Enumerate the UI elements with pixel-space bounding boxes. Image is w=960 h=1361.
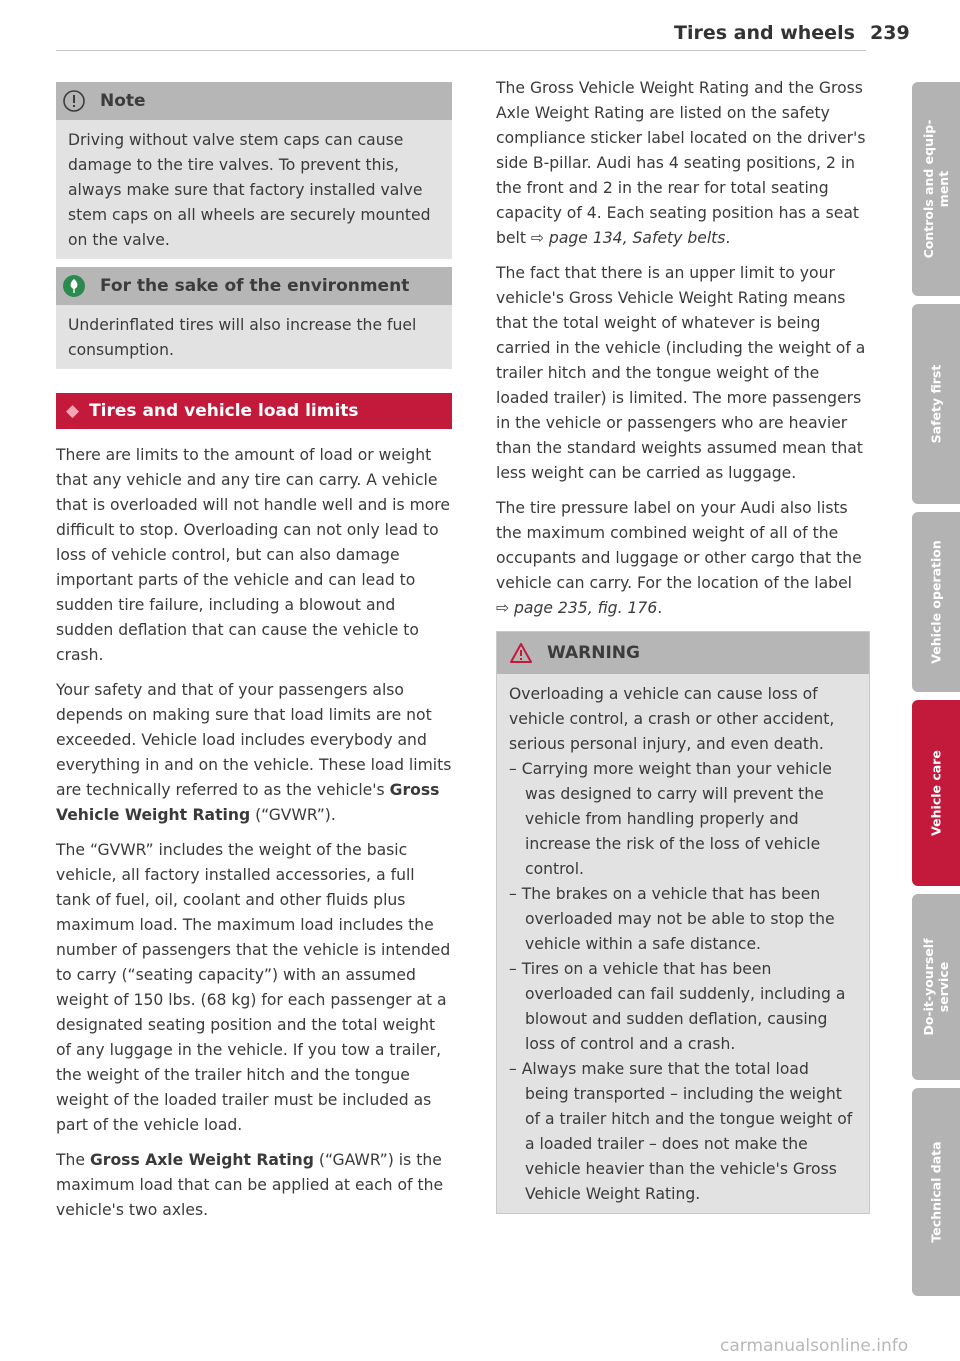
page-number: 239 (870, 22, 910, 44)
section-heading (56, 393, 452, 429)
warning-list (509, 757, 857, 1207)
warning-triangle-icon (509, 641, 533, 665)
tab-do-it-yourself-service[interactable] (912, 894, 960, 1080)
warning-item: – Always make sure that the total load being transported – including the weight of a trailer hitch and the tongue weight of a loaded trailer – does not make the vehicle heavier than the vehicle's Gross Vehicle Weight Rating. (509, 1060, 853, 1203)
gvwr-paragraph (56, 678, 452, 828)
footer-watermark: carmanualsonline.info (720, 1336, 909, 1356)
period: . (657, 599, 663, 617)
rating-location-paragraph (496, 76, 870, 251)
right-column (496, 76, 870, 1214)
tab-label: Vehicle care (928, 750, 944, 836)
tab-label: Technical data (928, 1141, 944, 1243)
info-circle-icon (62, 89, 86, 113)
warning-header (497, 632, 869, 674)
load-limits-paragraph: There are limits to the amount of load or weight that any vehicle and any tire can carry. A vehicle that is overloaded will not handle well and is more difficult to stop. Overloading can not only lead to loss of vehicle control, but can also damage important parts of the vehicle and can lead to sudden tire failure, including a blowout and sudden deflation that can cause the vehicle to crash. (56, 446, 450, 664)
tire-label-paragraph (496, 496, 870, 621)
warning-box (496, 631, 870, 1214)
gawr-paragraph (56, 1148, 452, 1223)
tab-safety-first[interactable] (912, 304, 960, 504)
safety-belts-link[interactable]: ⇨ page 134, Safety belts (530, 229, 726, 247)
tab-vehicle-care[interactable] (912, 700, 960, 886)
gvwr-term: Gross Vehicle Weight Rating (56, 781, 440, 824)
note-box (56, 82, 452, 259)
note-title: Note (100, 90, 146, 111)
gawr-text: The (56, 1151, 90, 1169)
note-header (56, 82, 452, 120)
leaf-icon (62, 274, 86, 298)
environment-title: For the sake of the environment (100, 275, 410, 296)
note-body: Driving without valve stem caps can cause damage to the tire valves. To prevent this, always make sure that factory installed valve stem caps on all wheels are securely mounted on the valve. (56, 120, 452, 259)
environment-header (56, 267, 452, 305)
gvwr-definition-paragraph: The “GVWR” includes the weight of the basic vehicle, all factory installed accessories, a full tank of fuel, oil, coolant and other fluids plus maximum load. The maximum load includes the number of passengers that the vehicle is intended to carry (“seating capacity”) with an assumed weight of 150 lbs. (68 kg) for each passenger at a designated seating position and the total weight of any luggage in the vehicle. If you tow a trailer, the weight of the trailer hitch and the tongue weight of the loaded trailer must be included as part of the vehicle load. (56, 841, 451, 1134)
tab-vehicle-operation[interactable] (912, 512, 960, 692)
section-title: Tires and vehicle load limits (89, 400, 359, 421)
header-rule (56, 50, 866, 51)
gawr-definition: (“GAWR”) is the maximum load that can be applied at each of the vehicle's two axles. (56, 1151, 444, 1219)
environment-body: Underinflated tires will also increase the fuel consumption. (56, 305, 452, 369)
tab-label: Vehicle operation (928, 540, 944, 664)
tab-technical-data[interactable] (912, 1088, 960, 1296)
figure-link[interactable]: ⇨ page 235, fig. 176 (496, 599, 658, 617)
tab-label: Safety first (928, 364, 944, 444)
warning-body (497, 674, 869, 1213)
gvwr-abbrev: (“GVWR”). (250, 806, 336, 824)
tire-label-text: The tire pressure label on your Audi also lists the maximum combined weight of all of the occupants and luggage or other cargo that the vehicle can carry. For the location of the label (496, 499, 862, 592)
section-bullet-icon: ◆ (66, 400, 80, 421)
warning-item: – Carrying more weight than your vehicle was designed to carry will prevent the vehicle from handling properly and increase the risk of the loss of vehicle control. (509, 760, 832, 878)
warning-intro: Overloading a vehicle can cause loss of vehicle control, a crash or other accident, serious personal injury, and even death. (509, 685, 835, 753)
warning-item: – Tires on a vehicle that has been overloaded can fail suddenly, including a blowout and sudden deflation, causing loss of control and a crash. (509, 960, 846, 1053)
tab-label: Do-it-yourself service (921, 938, 951, 1036)
environment-box (56, 267, 452, 369)
warning-item: – The brakes on a vehicle that has been overloaded may not be able to stop the vehicle within a safe distance. (509, 885, 835, 953)
gawr-term: Gross Axle Weight Rating (89, 1151, 314, 1169)
tab-controls-and-equipment[interactable] (912, 82, 960, 296)
warning-title: WARNING (547, 642, 640, 663)
running-header-title: Tires and wheels (674, 22, 855, 44)
left-column (56, 82, 452, 1233)
gvwr-text: Your safety and that of your passengers also depends on making sure that load limits are not exceeded. Vehicle load includes everybody and everything in and on the vehicle. These load limits are technically referred to as the vehicle's (56, 681, 452, 799)
upper-limit-paragraph: The fact that there is an upper limit to your vehicle's Gross Vehicle Weight Rating means that the total weight of whatever is being carried in the vehicle (including the weight of a trailer hitch and the tongue weight of the loaded trailer) is limited. The more passengers in the vehicle or passengers who are heavier than the standard weights assumed mean that less weight can be carried as luggage. (496, 264, 866, 482)
tab-label: Controls and equip- ment (921, 119, 951, 259)
period: . (725, 229, 731, 247)
rating-location-text: The Gross Vehicle Weight Rating and the Gross Axle Weight Rating are listed on the safety compliance sticker label located on the driver's side B-pillar. Audi has 4 seating positions, 2 in the front and 2 in the rear for total seating capacity of 4. Each seating position has a seat belt (496, 79, 866, 247)
